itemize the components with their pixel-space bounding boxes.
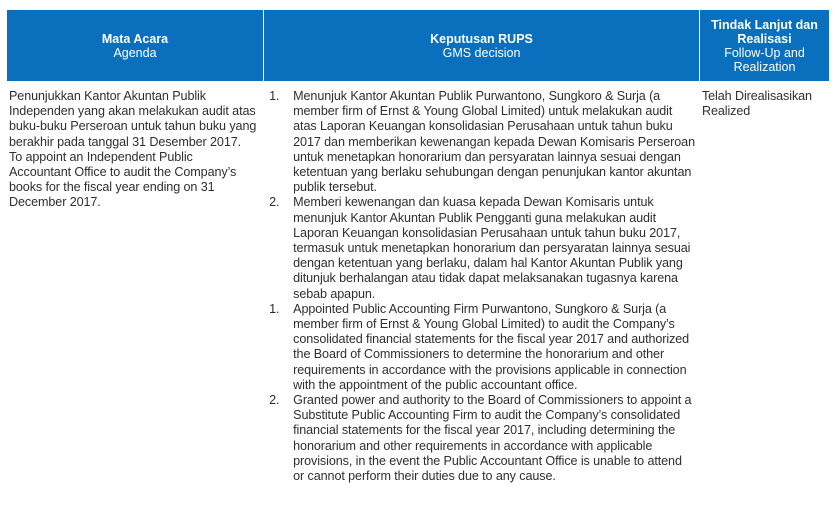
header-followup: [700, 10, 829, 81]
decision-cell: [263, 89, 696, 484]
list-item: [269, 393, 696, 484]
header-decision: [264, 10, 699, 81]
followup-text-id: Telah Direalisasikan: [701, 89, 812, 103]
table-header: [7, 10, 829, 81]
list-number: 2.: [269, 195, 280, 210]
agenda-text-en: To appoint an Independent Public Accountant Office to audit the Company’s books for the fiscal year ending on 31 December 2017.: [9, 149, 237, 210]
header-decision-title: Keputusan RUPS: [430, 31, 533, 46]
header-followup-title: Tindak Lanjut dan Realisasi: [711, 17, 818, 46]
agenda-text-id: Penunjukkan Kantor Akuntan Publik Independen yang akan melakukan audit atas buku-buku Perseroan untuk tahun buku yang berakhir pada tanggal 31 Desember 2017.: [9, 89, 257, 149]
header-agenda-title: Mata Acara: [101, 31, 169, 46]
decision-list-en: [269, 302, 696, 484]
followup-text-en: Realized: [701, 104, 751, 119]
agenda-cell: [7, 89, 263, 484]
header-agenda: [7, 10, 263, 81]
list-item: [269, 302, 696, 393]
header-agenda-subtitle: Agenda: [113, 45, 157, 60]
list-item: [269, 195, 696, 301]
list-number: 2.: [269, 393, 280, 408]
header-followup-subtitle: Follow-Up and Realization: [724, 45, 805, 74]
list-text: Appointed Public Accounting Firm Purwantono, Sungkoro & Surja (a member firm of Ernst & Young Global Limited) to audit the Company’s consolidated financial statements for the fiscal year 2017 and authorized the Board of Commissioners to determine the honorarium and other requirements in accordance with the provisions applicable in connection with the appointment of the public accountant office.: [293, 301, 690, 392]
decision-list-id: [269, 89, 696, 302]
table-row: [7, 89, 829, 484]
list-number: 1.: [269, 301, 280, 316]
list-text: Memberi kewenangan dan kuasa kepada Dewan Komisaris untuk menunjuk Kantor Akuntan Publik Pengganti guna melakukan audit Laporan Keuangan konsolidasian Perusahaan untuk tahun buku 2017, termasuk untuk menetapkan honorarium dan persyaratan lainnya sesuai dengan ketentuan yang berlaku, dalam hal Kantor Akuntan Publik yang ditunjuk berhalangan atau tidak dapat melaksanakan tugasnya karena sebab apapun.: [293, 195, 691, 301]
gms-resolution-table: [7, 10, 829, 484]
followup-cell: [696, 89, 829, 484]
list-text: Menunjuk Kantor Akuntan Publik Purwantono, Sungkoro & Surja (a member firm of Ernst & Young Global Limited) untuk melakukan audit atas Laporan Keuangan konsolidasian Perusahaan untuk tahun buku 2017 dan memberikan kewenangan kepada Dewan Komisaris Perseroan untuk menetapkan honorarium dan persyaratan lainnya sesuai dengan ketentuan yang berlaku sehubungan dengan penunjukan kantor akuntan publik tersebut.: [293, 89, 695, 195]
list-text: Granted power and authority to the Board of Commissioners to appoint a Substitute Public Accounting Firm to audit the Company’s consolidated financial statements for the fiscal year 2017, including determining the honorarium and other requirements in accordance with applicable provisions, in the event the Public Accountant Office is unable to attend or cannot perform their duties due to any cause.: [293, 393, 692, 484]
list-number: 1.: [269, 89, 280, 103]
list-item: [269, 89, 696, 195]
header-decision-subtitle: GMS decision: [442, 45, 521, 60]
